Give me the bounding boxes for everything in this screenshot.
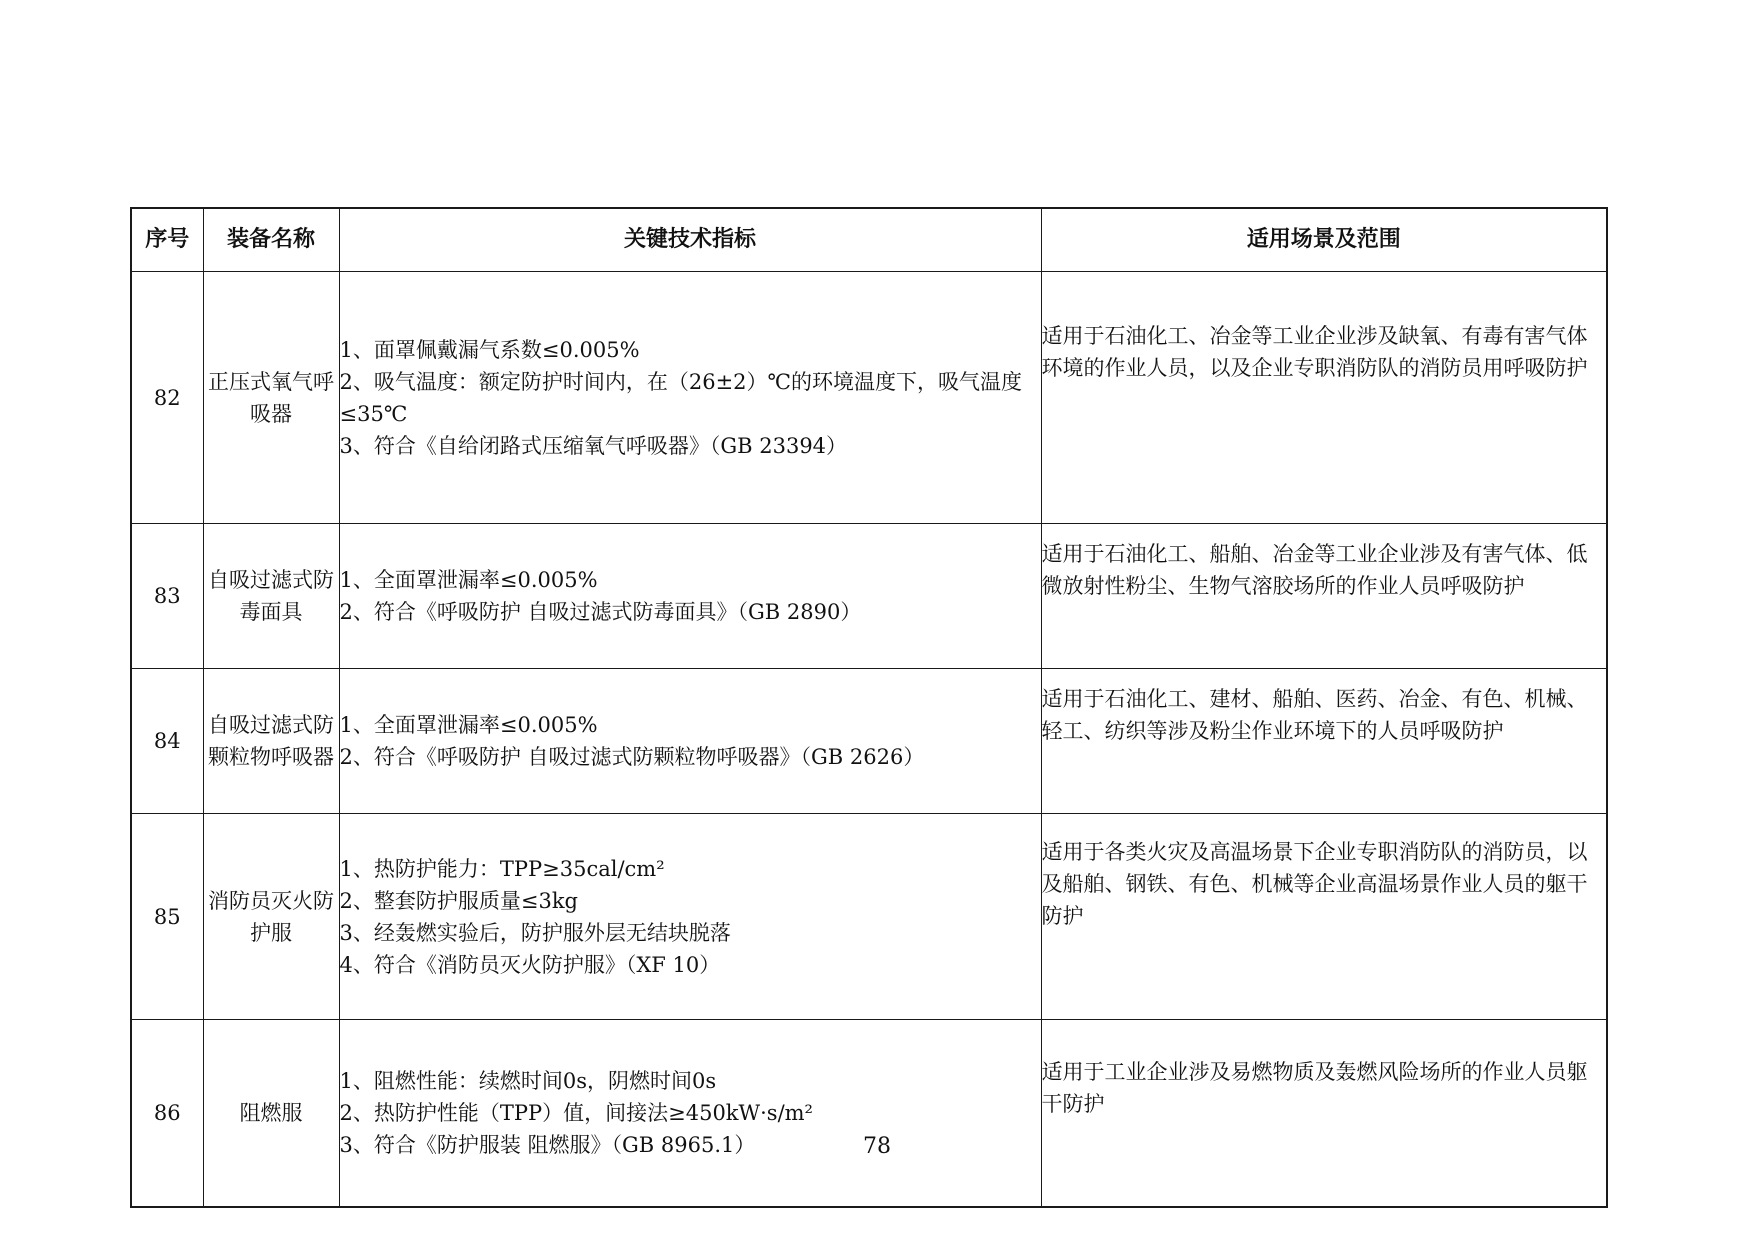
table-row	[131, 1020, 1607, 1208]
spec-line: 1、热防护能力：TPP≥35cal/cm²	[339, 856, 665, 881]
spec-line: 4、符合《消防员灭火防护服》（XF 10）	[339, 952, 721, 977]
equipment-table	[130, 207, 1608, 1208]
spec-cell	[339, 524, 1041, 669]
scope-cell: 适用于工业企业涉及易燃物质及轰燃风险场所的作业人员躯干防护	[1041, 1020, 1607, 1208]
equipment-name: 正压式氧气呼吸器	[203, 272, 339, 524]
table-row	[131, 524, 1607, 669]
spec-line: 2、符合《呼吸防护 自吸过滤式防颗粒物呼吸器》（GB 2626）	[339, 745, 925, 769]
header-scope: 适用场景及范围	[1041, 208, 1607, 272]
equipment-name: 阻燃服	[203, 1020, 339, 1208]
spec-line: 3、符合《自给闭路式压缩氧气呼吸器》（GB 23394）	[339, 433, 848, 458]
spec-line: 2、符合《呼吸防护 自吸过滤式防毒面具》（GB 2890）	[339, 600, 862, 624]
table-row	[131, 669, 1607, 814]
spec-line: 1、面罩佩戴漏气系数≤0.005%	[339, 337, 640, 362]
spec-cell	[339, 272, 1041, 524]
scope-cell: 适用于石油化工、建材、船舶、医药、冶金、有色、机械、轻工、纺织等涉及粉尘作业环境下的人员呼吸防护	[1041, 669, 1607, 814]
spec-cell	[339, 1020, 1041, 1208]
header-no: 序号	[131, 208, 203, 272]
scope-cell: 适用于石油化工、船舶、冶金等工业企业涉及有害气体、低微放射性粉尘、生物气溶胶场所的作业人员呼吸防护	[1041, 524, 1607, 669]
scope-cell: 适用于各类火灾及高温场景下企业专职消防队的消防员，以及船舶、钢铁、有色、机械等企业高温场景作业人员的躯干防护	[1041, 814, 1607, 1020]
row-number: 86	[131, 1020, 203, 1208]
spec-line: 1、全面罩泄漏率≤0.005%	[339, 713, 598, 737]
equipment-name: 自吸过滤式防颗粒物呼吸器	[203, 669, 339, 814]
spec-cell	[339, 669, 1041, 814]
table-row	[131, 814, 1607, 1020]
equipment-name: 消防员灭火防护服	[203, 814, 339, 1020]
equipment-name: 自吸过滤式防毒面具	[203, 524, 339, 669]
page-number: 78	[863, 1134, 891, 1159]
spec-line: 2、吸气温度：额定防护时间内，在（26±2）℃的环境温度下，吸气温度≤35℃	[339, 369, 1023, 426]
row-number: 83	[131, 524, 203, 669]
header-name: 装备名称	[203, 208, 339, 272]
spec-line: 3、符合《防护服装 阻燃服》（GB 8965.1）	[339, 1133, 756, 1157]
spec-line: 3、经轰燃实验后，防护服外层无结块脱落	[339, 920, 731, 945]
scope-cell: 适用于石油化工、冶金等工业企业涉及缺氧、有毒有害气体环境的作业人员，以及企业专职消防队的消防员用呼吸防护	[1041, 272, 1607, 524]
spec-line: 2、热防护性能（TPP）值，间接法≥450kW·s/m²	[339, 1101, 813, 1125]
spec-cell	[339, 814, 1041, 1020]
spec-line: 2、整套防护服质量≤3kg	[339, 888, 578, 913]
spec-line: 1、全面罩泄漏率≤0.005%	[339, 568, 598, 592]
row-number: 85	[131, 814, 203, 1020]
table-row	[131, 272, 1607, 524]
row-number: 82	[131, 272, 203, 524]
spec-line: 1、阻燃性能：续燃时间0s，阴燃时间0s	[339, 1069, 717, 1093]
row-number: 84	[131, 669, 203, 814]
table-header-row	[131, 208, 1607, 272]
header-spec: 关键技术指标	[339, 208, 1041, 272]
